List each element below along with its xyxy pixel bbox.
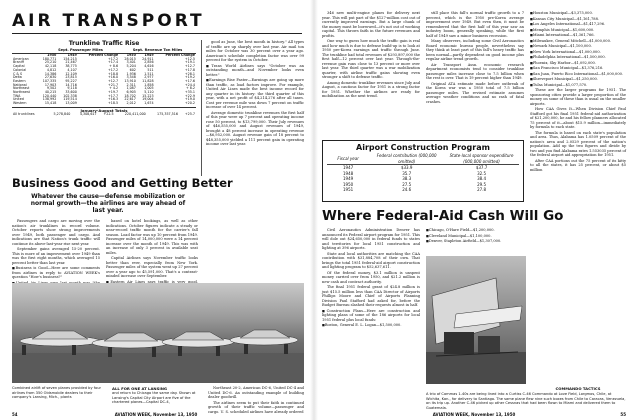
traffic-cell: +16.3 [108,97,119,102]
right_body-paragraph: The final 1951 federal grant of $24.8 million is just $15.5 million less than CAA Director of Airports Phillips Moore and Chief of Airports Planning Division Paul Stafford had asked for, before the Budget Bureau slashed their requests almost in half. [322,285,420,307]
traffic-group-passenger: Sept. Passenger Miles [58,48,103,52]
airport-cell: 27.8 [477,187,486,192]
traffic-cell: TWA [13,93,21,98]
photo-commando-cargo [426,256,526,384]
col5b-paragraph: ■ Shreveport Municipal—$1,250,000. [530,77,626,82]
left-column-2 [106,219,198,284]
traffic-cell: Northeast [13,86,30,91]
deck-left: Whatever the cause—defense mobilization or normal growth—the airlines are way ahead of last year. [30,193,186,214]
page-left [0,0,312,420]
traffic-cell: 14,716 [65,82,77,87]
left-column-3 [206,40,304,280]
col5b-paragraph: ■ San Juan, Puerto Rico International—$1,000,000. [530,72,626,77]
folio-left: 54 [12,412,18,417]
traffic-cell: +28.1 [184,71,195,76]
traffic-cell: 2,311 [126,82,136,87]
traffic-cell: + 8.2 [185,86,195,91]
traffic-cell: +24.4 [184,82,195,87]
traffic-cell: 19,004 [142,97,154,102]
traffic-cell: 5,110 [144,90,154,95]
traffic-cell: +17.2 [108,67,119,72]
traffic-cell: 13,910 [124,78,136,83]
traffic-cell: 180,771 [42,56,57,61]
left-column-6 [208,386,304,414]
traffic-cell: +16.0 [108,75,119,80]
page-right [318,0,632,420]
traffic-cell: 1,936 [126,71,136,76]
airport-row [327,187,519,193]
traffic-cell: 1,005 [144,86,154,91]
traffic-cell: 5,204 [126,64,136,69]
traffic-total-cell: All trunklines [13,111,35,116]
caption-right: A trio of Commas 1-40s are being lined into a Curtiss C-46 Commando at Love Field, Lorgmos, Chile, at Wichita, Kan., for delivery to Santiago. The same plane flew nine such boxes from Chile to Caracas, Venezuela, on its trip up. Another C-46 picked up other Cessnas that had been flown to Miami and delivered them to Guatemala. [426,392,626,410]
col5b-paragraph: ■ Newark Municipal—$1,100,000. [530,44,626,49]
col5b-paragraph: These are the larger programs for 1951. The sponsoring cities provide a larger proportion of the money on some of these than is usual on the smaller airports. [530,88,626,106]
traffic-cell: 4,616 [144,64,154,69]
traffic-cell: 2,856 [144,60,154,65]
traffic-cell: Northwest [13,90,30,95]
traffic-cell: +19.0 [184,97,195,102]
airport-cell: 1950 [343,181,354,187]
folio-center-left: AVIATION WEEK, November 13, 1950 [114,412,198,417]
headline-left: Business Good and Getting Better [12,176,233,190]
traffic-total-row [12,113,196,117]
col4-paragraph: 346 new multi-engine planes for delivery next year. This will put part of the $127-million cost out of currently improved earnings. But a large chunk of the money must be borrowed—it's not out of working capital. This throws faith in the future revenues and profits. [322,11,420,38]
traffic-cell: C & S [13,71,23,76]
traffic-cell: +17.6 [184,78,195,83]
col2-paragraph: Capital Airlines says November traffic looks better than ever, especially from New York. Passenger miles of the system went up 27 percent over a year ago to 45,591,000. That's a contrast-minded increase over September. [106,256,198,278]
traffic-cell: 102,338 [63,93,77,98]
headline-right: Where Federal-Aid Cash Will Go [322,208,564,224]
traffic-cell: +21.7 [108,82,119,87]
traffic-table-grid [12,54,196,106]
traffic-header-cell: 1950 [47,53,57,57]
traffic-cell: 11,828 [142,78,154,83]
right_body-paragraph: ■ Construction Plans—Here are construction and lighting plans of some of the 186 airports for local 1951 federal plus local funds: [322,309,420,323]
right-column-3 [530,11,626,313]
right-column-1 [322,11,420,135]
table-column-divider [201,40,202,176]
traffic-cell: Braniff [13,60,24,65]
col5b-paragraph: ■ Kansas City Municipal—$1,161,788. [530,17,626,22]
traffic-cell: Western [13,101,27,106]
traffic-row [12,102,196,106]
traffic-cell: Colonial [13,67,27,72]
traffic-cell: 12,109 [65,71,77,76]
traffic-cell: 25,210 [44,60,57,65]
airport-table-grid [327,153,519,193]
section-title: AIR TRANSPORT [12,11,205,31]
traffic-cell: 1,511 [144,71,154,76]
traffic-cell: +17.2 [108,56,119,61]
traffic-cell: 33,600 [65,90,77,95]
airport-cell: $33.9 [400,165,413,170]
traffic-header-cell: Percent Change [88,53,119,57]
traffic-cell: +19.7 [108,90,119,95]
right_body-paragraph: State and local authorities are matching the CAA contribution with $31,884,708 of their own. That brings the total 1951 federal-aid airport construction and lighting program to $52,637,611. [322,251,420,269]
col2-paragraph: based on hotel bookings, as well as other indications. October figures indicate a steady or near-record traffic month for the carrier's fall season. Load factor was up 10 percent from 1949. Passenger miles of 14,000,000 were a 14 percent increase over the month of 1949. This was with an increase of only 3 percent in available seat miles. [106,219,198,255]
airport-cell: 35.7 [402,170,412,176]
right_body-paragraph: Of the federal money, $3.1 million is unspent money carried over from 1950, and $21.2 million is new cash and contract authority. [322,270,420,284]
traffic-cell: 13,009 [65,101,77,106]
traffic-table [12,40,196,170]
traffic-cell: Delta [13,75,22,80]
traffic-cell: 2,012 [126,101,136,106]
traffic-cell: + 4.2 [109,86,119,91]
airport-cell: 24.6 [402,187,412,192]
traffic-cell: 602 [129,67,136,72]
traffic-header-cell: 1949 [144,53,154,57]
traffic-cell: 9,502 [46,86,57,91]
folio-center-right: AVIATION WEEK, November 13, 1950 [432,412,516,417]
col5b-paragraph: ■ New York International—$1,000,000. [530,50,626,55]
airport-cell: 38.4 [477,176,486,181]
traffic-jan-aug-title: January-August Totals [12,107,196,113]
traffic-cell: +17.8 [184,67,195,72]
traffic-cell: 24,911 [142,56,154,61]
airport-col-state: State-local sponsor expenditure (000,000 omitted) [449,153,514,164]
caption-left-b: and return to Chicago the same day. Shown at Lansing's Capital City Airport are five of the chartered planes—Capital DC-4, [112,391,196,404]
traffic-total-table [12,113,196,117]
traffic-total-cell: +22.5 [103,111,114,116]
right_body-paragraph: Civil Aeronautics Administration Denver has announced its Federal airport program for 1951. This will dole out $24,650,000 in federal funds to states and territories for local 1951 construction and lighting at 396 airports. [322,228,420,250]
folio-right: 55 [620,412,626,417]
col5b-paragraph: ■ Miami International—$1,361,766. [530,33,626,38]
col4-paragraph: Among domestic trunkline revenues since July and August, a cautious factor for 1951 is a strong factor for 1951. Whether the airlines are ready for mobilization as the next trend. [322,80,420,98]
airport-col-fiscal: Fiscal year [337,155,359,161]
photo-lansing-airliners [12,283,304,383]
traffic-cell: 511 [147,67,154,72]
col6-paragraph: The airlines seem to put their faith in continued growth of their traffic volume—passenger and cargo. U. S. scheduled airlines have already ordered [208,400,304,414]
traffic-cell: United [13,97,24,102]
traffic-cell: 1,674 [144,101,154,106]
col5a-paragraph: Many observers, including some Civil Aeronautics Board economic bureau people, nevertheless say they think at least part of this fall's heavy traffic has been normal—partly dependent on good income plus regular airline trend growth. [426,39,524,61]
traffic-total-cell: +25.7 [184,111,195,116]
col5b-paragraph: How CAA Gives It—When Division Chief Paul Stafford got his final 1951 federal-aid authorization of $21,200,000, he and his fellow planners allocated 75 percent of it—about $15.9 million—immediately by formula to each state. [530,107,626,129]
col5b-paragraph: ■ Phoenix, Sky Harbor—$1,092,000. [530,61,626,66]
traffic-cell: 119,514 [63,97,77,102]
col5b-paragraph: ■ Milwaukee, General Mitchell—$1,000,000. [530,39,626,44]
airport-cell: 1949 [343,176,354,181]
right_body-paragraph: ■ Boston, General E. L. Logan—$1,500,000. [322,323,420,328]
traffic-cell: Capital [13,64,25,69]
col6-paragraph: Northeast 20-2, American DC-6, United DC-4 and United DC-6. An outstanding example of building dealer goodwill. [208,386,304,399]
traffic-cell: +19.2 [184,75,195,80]
airport-cell: 27.5 [402,181,412,187]
traffic-header-cell: 1950 [126,53,136,57]
airport-table-title: Airport Construction Program [356,143,490,152]
traffic-cell: + 8.6 [109,64,119,69]
airport-cell: 32.5 [477,170,486,176]
traffic-cell: 23,815 [65,75,77,80]
traffic-cell: +17.7 [108,93,119,98]
col2-paragraph: ■ Eastern Air Lines says traffic is very good. [106,280,198,289]
traffic-cell: +18.8 [108,71,119,76]
col5b-paragraph: ■ Memphis Municipal—$1,600,000. [530,28,626,33]
traffic-cell: 95,227 [65,78,77,83]
col5a-paragraph: still place this fall's normal traffic growth to a 7 percent, which is the 1950 pre-Korea average improvement over 1949. But even then, it must be remembered that the first half of this year saw an industry boom, generally speaking, while the first half of 1949 saw a minor business recession. [426,11,524,38]
traffic-cell: 15,223 [142,93,154,98]
traffic-cell: 21,467 [65,60,77,65]
traffic-cell: 22,617 [124,97,136,102]
caption-left-title: ALL FOR ONE AT LANSING [112,386,168,391]
traffic-cell: 4,107 [67,67,77,72]
traffic-cell: +17.4 [108,60,119,65]
traffic-cell: 6,905 [126,90,136,95]
airport-cell: 38.3 [402,176,412,181]
traffic-cell: 4,812 [46,67,57,72]
traffic-cell: 42,118 [44,64,57,69]
cargo-plane-photo-illustration [426,256,526,384]
col3-paragraph: Average domestic trunkline revenues the first half of this year were up 7 percent and operating income rose 50 percent, to $13,799,000. Their July revenues of $46,555,000 and August revenues of 1949, brought a 48 percent increase in operating revenue—$6,952,000. August revenue gain of 18 percent to $48,355,000 yielded a 111 percent gain in operating income over last year. [206,110,304,146]
traffic-cell: 2,977 [144,75,154,80]
col1-paragraph: ■ Business is Good—Here are some comments from airlines in reply to AVIATION WEEK's question "How's business?" [12,266,100,280]
col7-paragraph: ■ Cleveland Municipal—$1,100,000. [426,234,524,239]
traffic-cell: National [13,82,27,87]
traffic-cell: 1,087 [126,86,136,91]
col5a-paragraph: Original ATA estimate made before outbreak of the Korea war was a 1950 total of 7.5 billion passenger miles. The revised estimate assumes average weather conditions and no rash of fatal crashes. [426,81,524,104]
caption-right-title: COMMANDO TACTICS [555,386,601,391]
traffic-cell: +19.1 [184,60,195,65]
airport-cell: 1947 [343,165,354,170]
traffic-cell: 18,702 [124,93,136,98]
col3-paragraph: ■ Trans World Airlines says "October was an outstanding month—and November looks even better." [206,64,304,78]
traffic-cell: +12.7 [108,78,119,83]
traffic-cell: 15,418 [44,101,57,106]
traffic-cell: 17,903 [44,82,57,87]
traffic-cell: +35.1 [184,90,195,95]
right-column-2 [426,11,524,135]
left-column-1 [12,219,100,277]
col5b-paragraph: ■ Tulsa Municipal—$1,077,570. [530,83,626,88]
col5b-paragraph: After CAA portions out the 75 percent of its kitty to all the states, it has 25 percent, or about $5 million [530,158,626,172]
traffic-cell: 138,992 [42,97,57,102]
traffic-table-title: Trunkline Traffic Rise [68,40,140,47]
col5b-paragraph: ■ Philadelphia International—$1,500,000. [530,55,626,60]
col7-paragraph: ■ Denver, Stapleton Airfield—$1,307,000. [426,239,524,244]
traffic-cell: Eastern [13,78,26,83]
col1-paragraph: Passengers and cargo are moving over the nation's air trunklines in record volume. October reports show strong improvements over 1949, both passenger and cargo. And indications are that Nation's trunk traffic will continue its above-last-year rise next year. [12,219,100,246]
traffic-cell: +20.2 [184,101,195,106]
col5b-paragraph: ■ Houston Municipal—$3,375,000. [530,11,626,16]
traffic-header-cell: Percent Change [165,53,195,57]
page-gutter [310,0,318,420]
traffic-cell: +22.9 [184,93,195,98]
col5b-paragraph: ■ Los Angeles International—$1,417,296. [530,22,626,27]
section-title-rule [12,33,302,34]
traffic-cell: 107,335 [42,78,57,83]
traffic-cell: 27,630 [44,75,57,80]
traffic-cell: 14,386 [44,71,57,76]
col3-paragraph: good as June, the best month in history." All types of traffic are up sharply over last year. Air mail ton miles for October was 30 percent over a year ago. American's schedule completion factor was over 99 percent for the system in October. [206,40,304,62]
col5b-paragraph: ■ San Francisco Municipal—$1,376,216. [530,66,626,71]
traffic-cell: +12.5 [184,56,195,61]
traffic-cell: 120,440 [42,93,57,98]
traffic-cell: 154,215 [63,56,77,61]
traffic-total-cell: 4,308,617 [79,111,97,116]
airport-cell: 29.5 [477,181,486,187]
col5a-paragraph: Air Transport Assn. economic research department economists tend to consider trunkline passenger miles increase close to 7.5 billion when the rest is over. That is 19 percent higher than 1949. [426,62,524,80]
col5b-paragraph: The formula is based on each state's population and area. Thus, Alabama has 1.0509 percent of the nation's area and 2.0529 percent of the nation's population. Add up the two figures and divide by two and you find Alabama rates 1.553035 percent of the federal airport aid appropriation for 1951. [530,130,626,157]
traffic-cell: 38,775 [65,64,77,69]
traffic-cell: 3,401 [126,60,136,65]
airport-construction-table [322,140,524,202]
col4-paragraph: One way to guess how much the traffic gain is real and how much is due to defense build-up is to look at 1950 pre-Korea earnings and traffic through June. The trunkline had total revenues of $293,897,000 the first half—12 percent over last year. Through-the-revenue gain runs close to 13 percent or more over last year. The third quarter was a war mobilization quarter, with airline traffic gains showing even stronger a shift to defense traffic. [322,39,420,79]
traffic-cell: +18.5 [108,101,119,106]
col3-paragraph: ■ Earnings Rise Faster—Earnings are going up more than traffic, as load factors improve. For example, United Air Lines made the best income record for any quarter in its history: the third quarter of this year, with a net profit of $4,214,276 after all taxes. Cost per revenue mile was down 7 percent on traffic increase of over 14 percent. [206,78,304,110]
traffic-total-cell: 5,278,840 [53,111,71,116]
col7-paragraph: ■ Chicago, O'Hare Field—$1,200,000. [426,228,524,233]
col1-paragraph: September gains averaged 15-20 percent. This is more of an improvement over 1949 than was the first eight months, which averaged 15 percent better than last year. [12,247,100,265]
airport-cell: 1948 [343,170,354,176]
airport-cell: 1951 [343,187,354,192]
traffic-header-cell: 1949 [67,53,77,57]
traffic-cell: +12.7 [184,64,195,69]
traffic-group-revenue: Sept. Revenue Ton Miles [132,48,183,52]
airport-cell: $37.7 [475,165,488,170]
traffic-cell: 40,215 [44,90,57,95]
airliner-photo-illustration [12,283,304,383]
traffic-cell: American [13,56,29,61]
caption-left-a: Combined airlift of seven planes provided by four airlines from 350 Oldsmobile dealers to their company's Lansing, Mich., plants [12,386,101,399]
right-column-4 [322,228,420,327]
traffic-cell: 3,548 [126,75,136,80]
traffic-cell: 28,015 [124,56,136,61]
traffic-cell: 1,858 [144,82,154,87]
right-column-5 [426,228,524,252]
traffic-total-cell: 175,357,516 [157,111,178,116]
airport-col-federal: Federal contribution (000,000 omitted) [376,153,437,164]
traffic-total-cell: 220,411,000 [124,111,146,116]
traffic-cell: 9,118 [67,86,77,91]
